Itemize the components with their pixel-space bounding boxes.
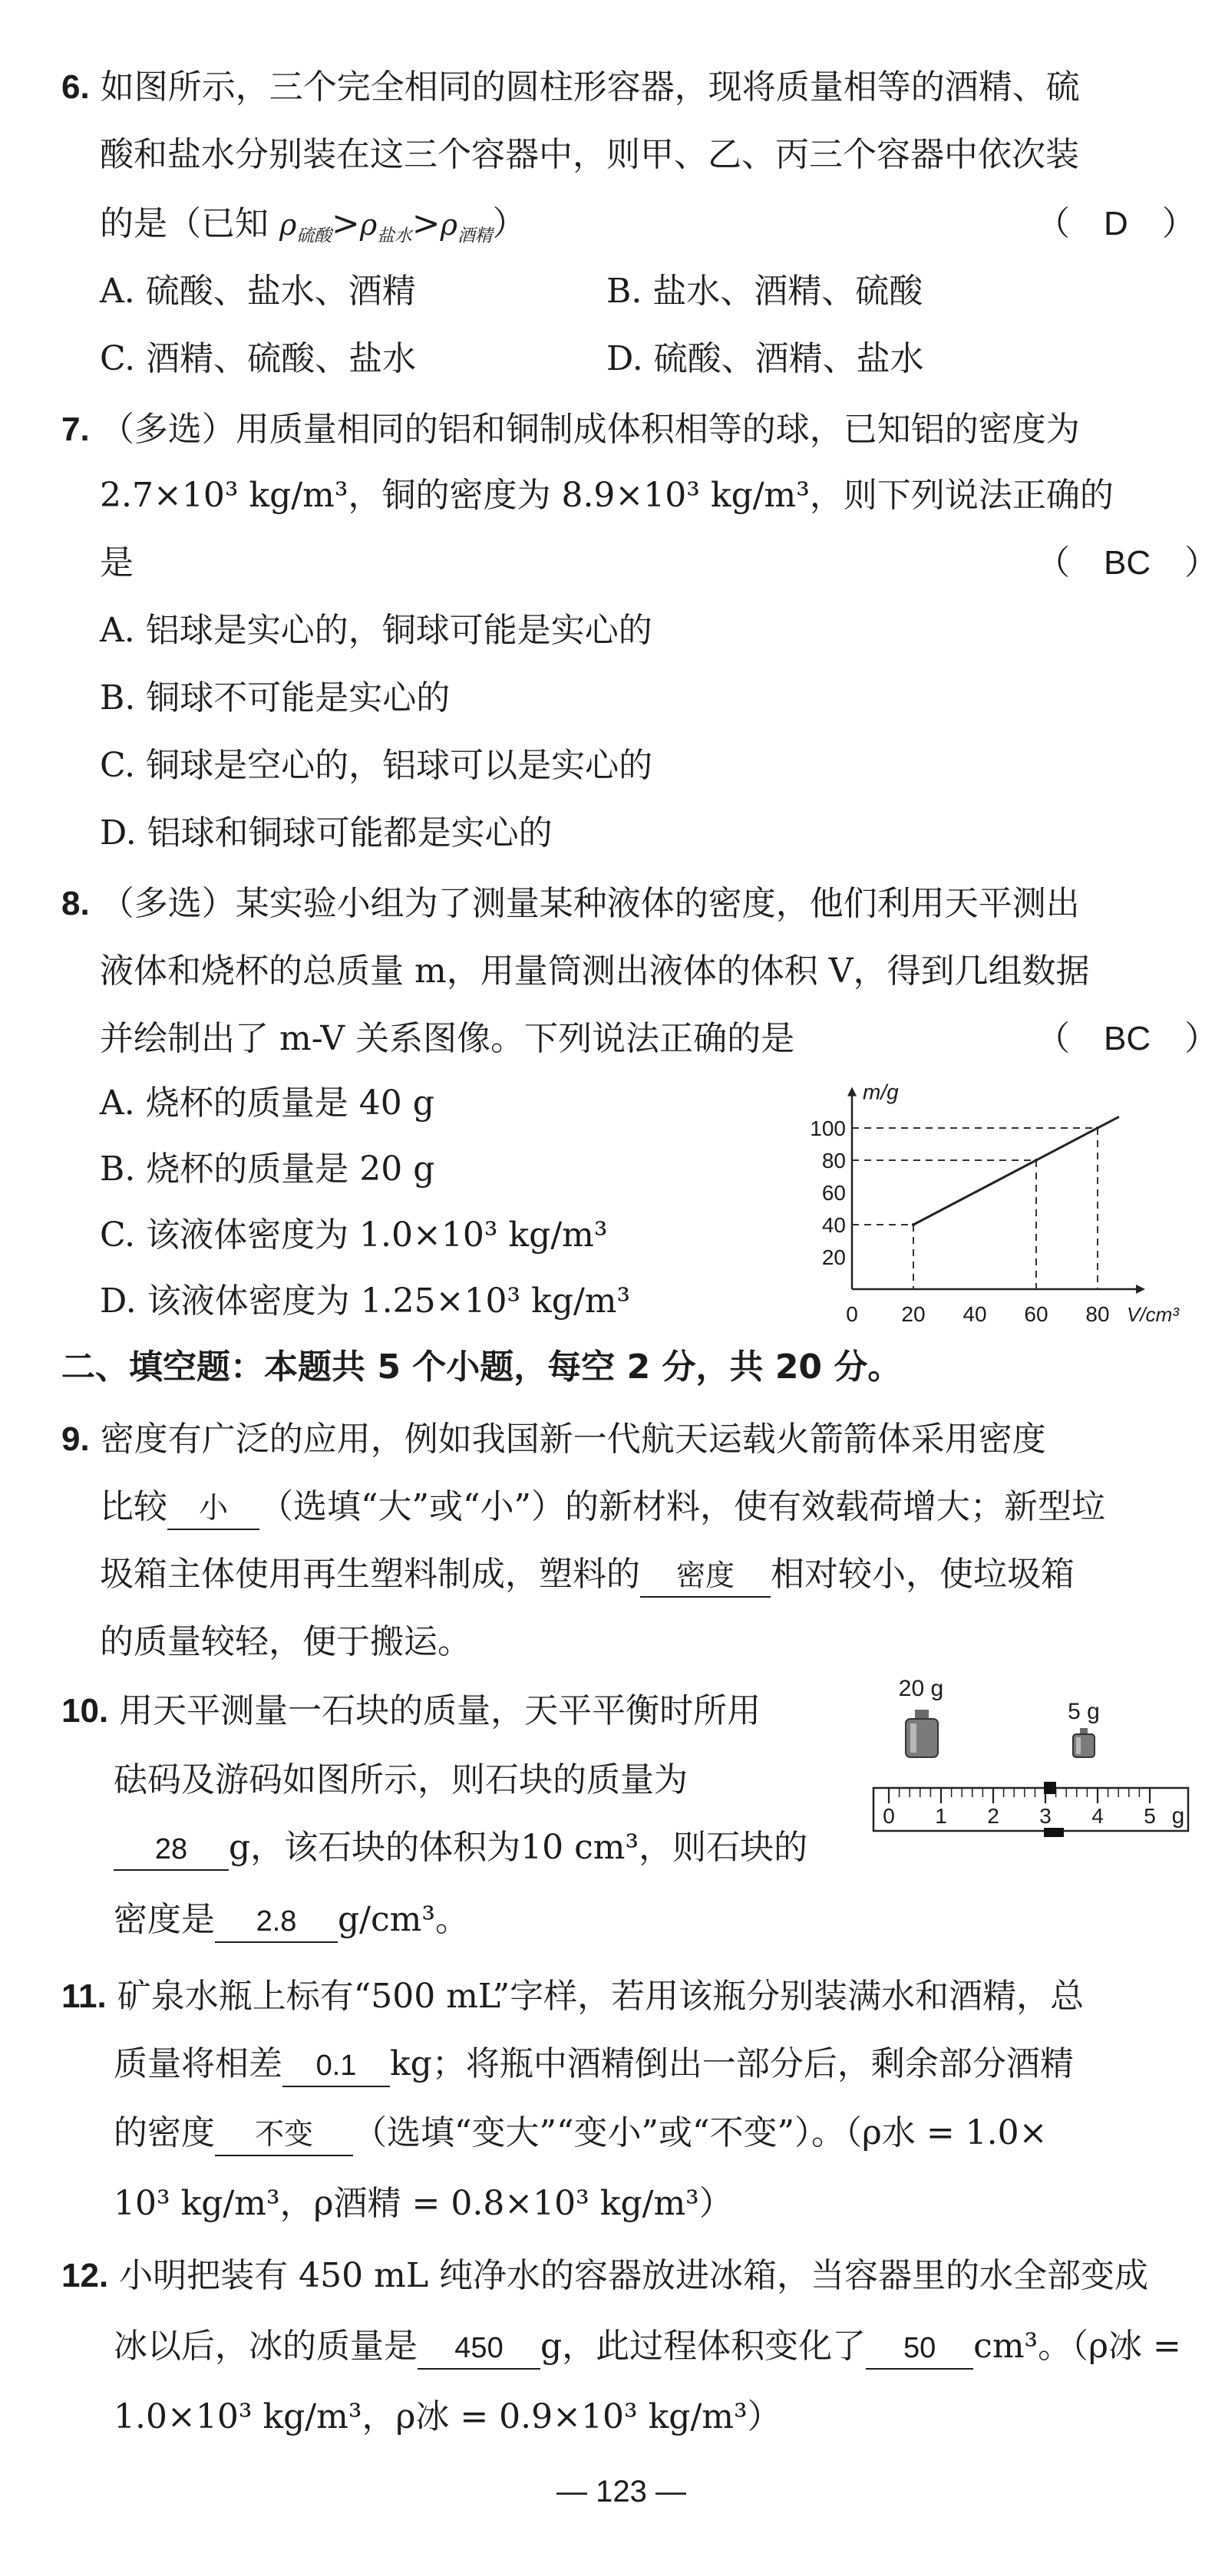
y-axis-label: m/g: [863, 1080, 899, 1104]
q9-line2: 比较 小 （选填“大”或“小”）的新材料，使有效载荷增大；新型垃: [100, 1484, 1105, 1530]
q11-blank-1[interactable]: 0.1: [282, 2046, 390, 2087]
q12-line1: 12. 小明把装有 450 mL 纯净水的容器放进冰箱，当容器里的水全部变成: [61, 2256, 1149, 2295]
q11-blank-2[interactable]: 不变: [215, 2115, 353, 2156]
y-tick-label: 60: [821, 1181, 846, 1205]
q6-line3: 的是（已知 $\rho_{硫酸}>\rho_{盐水}>\rho_{酒精}$）: [100, 204, 527, 246]
q12-blank-2[interactable]: 50: [866, 2328, 973, 2370]
q7-option-b: B. 铜球不可能是实心的: [100, 678, 451, 717]
data-point: [912, 1223, 915, 1226]
x-tick-label: 40: [963, 1302, 987, 1326]
q9-line1: 9. 密度有广泛的应用，例如我国新一代航天运载火箭箭体采用密度: [61, 1420, 1046, 1459]
y-axis-arrow: [847, 1087, 857, 1097]
y-tick-label: 20: [821, 1245, 846, 1269]
scale-unit-label: g: [1171, 1803, 1185, 1829]
q10-blank-1[interactable]: 28: [114, 1829, 229, 1871]
rider-base: [1044, 1828, 1064, 1837]
q8-line3: 并绘制出了 m-V 关系图像。下列说法正确的是: [100, 1019, 795, 1058]
q7-line2: 2.7×10³ kg/m³，铜的密度为 8.9×10³ kg/m³，则下列说法正确的: [100, 476, 1114, 515]
q9-blank-1[interactable]: 小: [167, 1489, 259, 1530]
x-tick-label: 80: [1085, 1302, 1110, 1326]
q6-line1: 6. 如图所示，三个完全相同的圆柱形容器，现将质量相等的酒精、硫: [61, 68, 1080, 107]
series-line: [913, 1116, 1119, 1225]
q10-line4: 密度是 2.8 g/cm³。: [114, 1897, 469, 1943]
q8-option-a: A. 烧杯的质量是 40 g: [100, 1084, 434, 1123]
scale-tick-label: 3: [1039, 1804, 1052, 1828]
scale-tick-label: 5: [1144, 1804, 1156, 1828]
q11-line4: 10³ kg/m³，ρ酒精 = 0.8×10³ kg/m³）: [114, 2184, 733, 2223]
weight-5g-label: 5 g: [1068, 1699, 1100, 1724]
q7-option-c: C. 铜球是空心的，铝球可以是实心的: [100, 746, 653, 785]
q6-line2: 酸和盐水分别装在这三个容器中，则甲、乙、丙三个容器中依次装: [100, 135, 1079, 174]
weight-20g-icon: [906, 1710, 938, 1757]
q7-option-d: D. 铝球和铜球可能都是实心的: [100, 813, 553, 853]
q6-option-a: A. 硫酸、盐水、酒精: [100, 272, 416, 311]
q10-line2: 砝码及游码如图所示，则石块的质量为: [114, 1760, 688, 1799]
y-tick-label: 100: [810, 1116, 846, 1140]
weight-20g-label: 20 g: [898, 1676, 944, 1701]
scale-tick-label: 0: [883, 1804, 895, 1828]
q8-option-c: C. 该液体密度为 1.0×10³ kg/m³: [100, 1215, 608, 1255]
q8-option-d: D. 该液体密度为 1.25×10³ kg/m³: [100, 1281, 631, 1321]
scale-tick-label: 4: [1091, 1804, 1104, 1828]
y-tick-label: 40: [821, 1213, 846, 1237]
x-tick-label: 20: [901, 1302, 926, 1326]
x-axis-label: V/cm³: [1127, 1303, 1179, 1326]
q6-answer: （ D ）: [1036, 205, 1196, 242]
page-number: — 123 —: [556, 2475, 686, 2508]
data-point: [1096, 1126, 1099, 1130]
q7-option-a: A. 铝球是实心的，铜球可能是实心的: [100, 611, 652, 650]
rider-marker[interactable]: [1044, 1782, 1056, 1794]
q6-option-c: C. 酒精、硫酸、盐水: [100, 339, 417, 378]
x-tick-label: 60: [1024, 1302, 1048, 1326]
x-tick-label: 0: [846, 1302, 858, 1326]
q11-line3: 的密度 不变 （选填“变大”“变小”或“不变”）。（ρ水 = 1.0×: [114, 2110, 1048, 2156]
y-tick-label: 80: [821, 1149, 846, 1173]
section-fill-in-title: 二、填空题：本题共 5 个小题，每空 2 分，共 20 分。: [61, 1347, 902, 1387]
q12-line3: 1.0×10³ kg/m³，ρ冰 = 0.9×10³ kg/m³）: [114, 2397, 781, 2436]
scale-tick-label: 1: [935, 1804, 947, 1828]
weight-5g-icon: [1073, 1728, 1095, 1757]
data-point: [1035, 1159, 1038, 1162]
q6-option-b: B. 盐水、酒精、硫酸: [606, 272, 923, 311]
scale-tick-label: 2: [987, 1804, 999, 1828]
mv-chart: [791, 1059, 1205, 1335]
q10-blank-2[interactable]: 2.8: [215, 1901, 338, 1943]
x-axis-arrow: [1136, 1285, 1145, 1294]
q8-answer: （ BC ）: [1036, 1020, 1219, 1057]
q9-blank-2[interactable]: 密度: [640, 1556, 771, 1598]
q7-line3: 是: [100, 543, 134, 582]
q10-line1: 10. 用天平测量一石块的质量，天平平衡时所用: [61, 1691, 761, 1730]
q9-line3: 圾箱主体使用再生塑料制成，塑料的 密度 相对较小，使垃圾箱: [100, 1552, 1075, 1598]
q12-blank-1[interactable]: 450: [418, 2328, 540, 2370]
q8-line1: 8. （多选）某实验小组为了测量某种液体的密度，他们利用天平测出: [61, 884, 1080, 923]
q9-line4: 的质量较轻，便于搬运。: [100, 1622, 471, 1661]
balance-weights-figure: [867, 1673, 1197, 1857]
q8-option-b: B. 烧杯的质量是 20 g: [100, 1149, 435, 1189]
q12-line2: 冰以后，冰的质量是 450 g，此过程体积变化了 50 cm³。（ρ冰 =: [114, 2324, 1181, 2370]
q11-line2: 质量将相差 0.1 kg；将瓶中酒精倒出一部分后，剩余部分酒精: [114, 2041, 1074, 2087]
q8-line2: 液体和烧杯的总质量 m，用量筒测出液体的体积 V，得到几组数据: [100, 952, 1090, 991]
q7-answer: （ BC ）: [1036, 544, 1219, 582]
q7-line1: 7. （多选）用质量相同的铝和铜制成体积相等的球，已知铝的密度为: [61, 410, 1080, 449]
q10-line3: 28 g，该石块的体积为10 cm³，则石块的: [114, 1825, 807, 1871]
q11-line1: 11. 矿泉水瓶上标有“500 mL”字样，若用该瓶分别装满水和酒精，总: [61, 1977, 1085, 2016]
balance-rider-scale: [873, 1782, 1188, 1837]
q6-option-d: D. 硫酸、酒精、盐水: [606, 339, 924, 378]
